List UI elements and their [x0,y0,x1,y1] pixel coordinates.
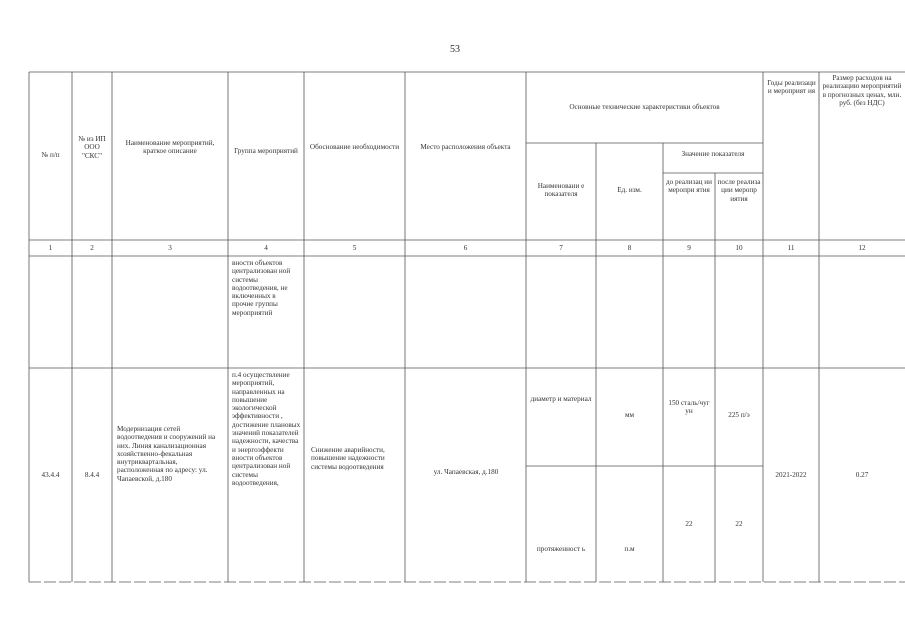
header-col-ip: № из ИП ООО "СКС" [78,135,106,160]
header-col-cost: Размер расходов на реализацию мероприятий в прогнозных ценах, млн. руб. (без НДС) [822,74,902,107]
header-col-years: Годы реализаци и мероприят ия [767,79,816,96]
row-justification: Снижение аварийности, повышение надежности системы водоотведения [311,446,385,471]
indicator-2-before: 22 [685,520,693,528]
row-cost: 0.27 [855,471,869,479]
indicator-1-unit: мм [624,411,635,419]
header-col-group: Группа мероприятий [234,147,298,155]
row-ip-number: 8.4.4 [84,471,100,479]
column-number-4: 4 [264,244,268,252]
header-col-description: Наименование мероприятий, краткое описание [125,139,215,156]
continuation-group-text: вности объектов централизован ной системы водоотведения, не включенных в прочие группы мероприятий [232,259,291,317]
header-col-num: № п/п [41,151,60,159]
indicator-1-after: 225 п/э [728,411,750,419]
row-description: Модернизация сетей водоотведения и сооружений на них. Линия канализационная хозяйственно-фекальная внутриквартальная, расположенная по адресу: ул. Чапаевской, д.180 [117,425,216,483]
row-number: 43.4.4 [41,471,60,479]
column-number-8: 8 [627,244,632,252]
header-col-indicator: Наименовани е показателя [537,182,585,199]
column-number-9: 9 [687,244,691,252]
header-col-after: после реализа ции меропр иятия [717,178,761,203]
header-col-before: до реализац ии меропри ятия [666,178,712,195]
column-number-6: 6 [463,244,468,252]
row-years: 2021-2022 [775,471,807,479]
column-number-1: 1 [48,244,53,252]
column-number-10: 10 [735,244,743,252]
column-number-11: 11 [787,244,795,252]
column-number-3: 3 [168,244,172,252]
row-group: п.4 осуществление мероприятий, направленных на повышение экологической эффективности , достижение плановых значений показателей надежности, качества и энергоэффекти вности объектов централизован ной системы водоотведения, [232,371,301,487]
indicator-2-unit: п.м [624,545,635,553]
indicator-2-name: протяженност ь [536,545,586,553]
column-number-7: 7 [559,244,563,252]
column-number-2: 2 [90,244,94,252]
page-number: 53 [450,44,460,55]
indicator-1-before: 150 сталь/чуг ун [668,399,710,416]
header-col-justification: Обоснование необходимости [309,143,400,151]
column-number-5: 5 [352,244,357,252]
header-col-location: Место расположения объекта [420,143,511,151]
column-number-12: 12 [858,244,866,252]
indicator-1-name: диаметр и материал [530,395,592,403]
indicator-2-after: 22 [735,520,743,528]
row-location: ул. Чапаевская, д.180 [433,468,499,476]
header-value-group: Значение показателя [681,150,745,158]
header-col-unit: Ед. изм. [617,186,642,194]
header-tech-group: Основные технические характеристики объектов [569,103,720,111]
